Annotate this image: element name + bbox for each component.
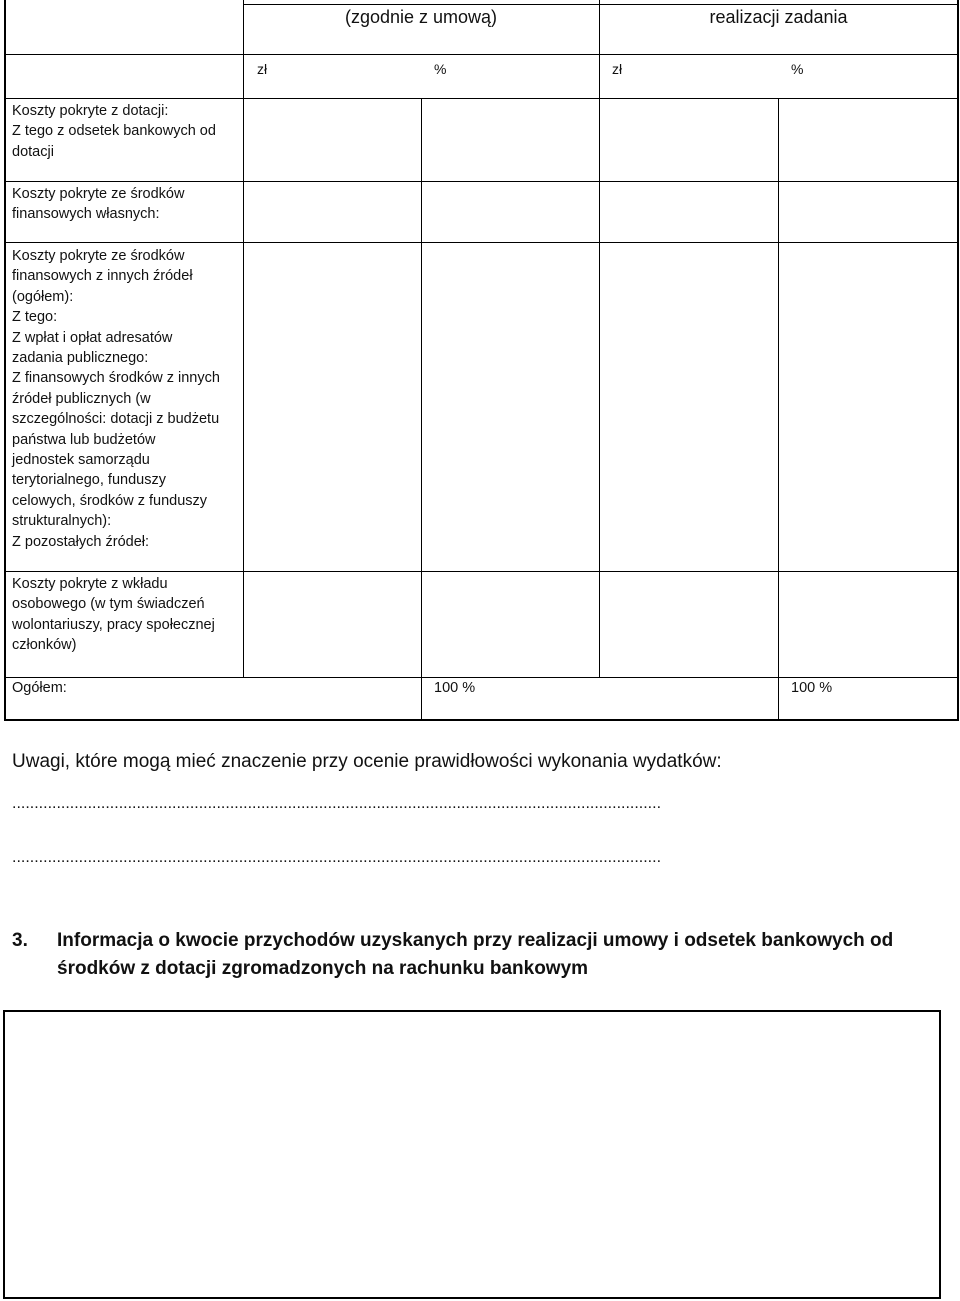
grid-line xyxy=(243,4,959,5)
unit-pct-umowa: % xyxy=(434,61,447,77)
grid-line xyxy=(421,98,422,720)
grid-line xyxy=(957,0,959,721)
grid-line xyxy=(778,98,779,720)
section-title-line-2: środków z dotacji zgromadzonych na rachunku bankowym xyxy=(57,958,589,979)
section-number: 3. xyxy=(12,930,28,951)
row-label-wlasne: Koszty pokryte ze środków finansowych własnych: xyxy=(12,186,185,223)
remarks-label: Uwagi, które mogą mieć znaczenie przy ocenie prawidłowości wykonania wydatków: xyxy=(12,751,722,772)
remarks-line-1: .................................................................................................................................................. xyxy=(12,795,662,812)
unit-zl-umowa: zł xyxy=(257,61,268,77)
total-pct-umowa: 100 % xyxy=(434,680,476,696)
grid-line xyxy=(4,719,959,721)
income-info-box[interactable] xyxy=(3,1010,941,1299)
section-title xyxy=(57,927,960,983)
unit-pct-realizacja: % xyxy=(791,61,804,77)
row-label-inne: Koszty pokryte ze środków finansowych z innych źródeł (ogółem): Z tego: Z wpłat i opłat adresatów zadania publicznego: Z finansowych środków z innych źródeł publicznych (w szczególności: dotacji z budżetu państwa lub budżetów jednostek samorządu terytorialnego, funduszy celowych, środków z funduszy strukturalnych): Z pozostałych źródeł: xyxy=(12,248,220,550)
grid-line xyxy=(4,54,959,55)
header-col-realizacja: realizacji zadania xyxy=(709,7,848,27)
grid-line xyxy=(243,0,244,678)
grid-line xyxy=(599,0,600,678)
grid-line xyxy=(4,242,959,243)
row-label-wklad: Koszty pokryte z wkładu osobowego (w tym świadczeń wolontariuszy, pracy społecznej członków) xyxy=(12,576,215,654)
remarks-line-2: .................................................................................................................................................. xyxy=(12,849,662,866)
grid-line xyxy=(4,0,6,721)
grid-line xyxy=(4,571,959,572)
total-pct-realizacja: 100 % xyxy=(791,680,833,696)
grid-line xyxy=(4,677,959,678)
header-col-umowa: (zgodnie z umową) xyxy=(344,7,498,27)
total-label: Ogółem: xyxy=(12,680,67,696)
section-title-line-1: Informacja o kwocie przychodów uzyskanych przy realizacji umowy i odsetek bankowych od xyxy=(57,930,894,951)
grid-line xyxy=(4,98,959,99)
grid-line xyxy=(4,181,959,182)
row-label-dotacja: Koszty pokryte z dotacji: Z tego z odsetek bankowych od dotacji xyxy=(12,103,216,160)
unit-zl-realizacja: zł xyxy=(612,61,623,77)
